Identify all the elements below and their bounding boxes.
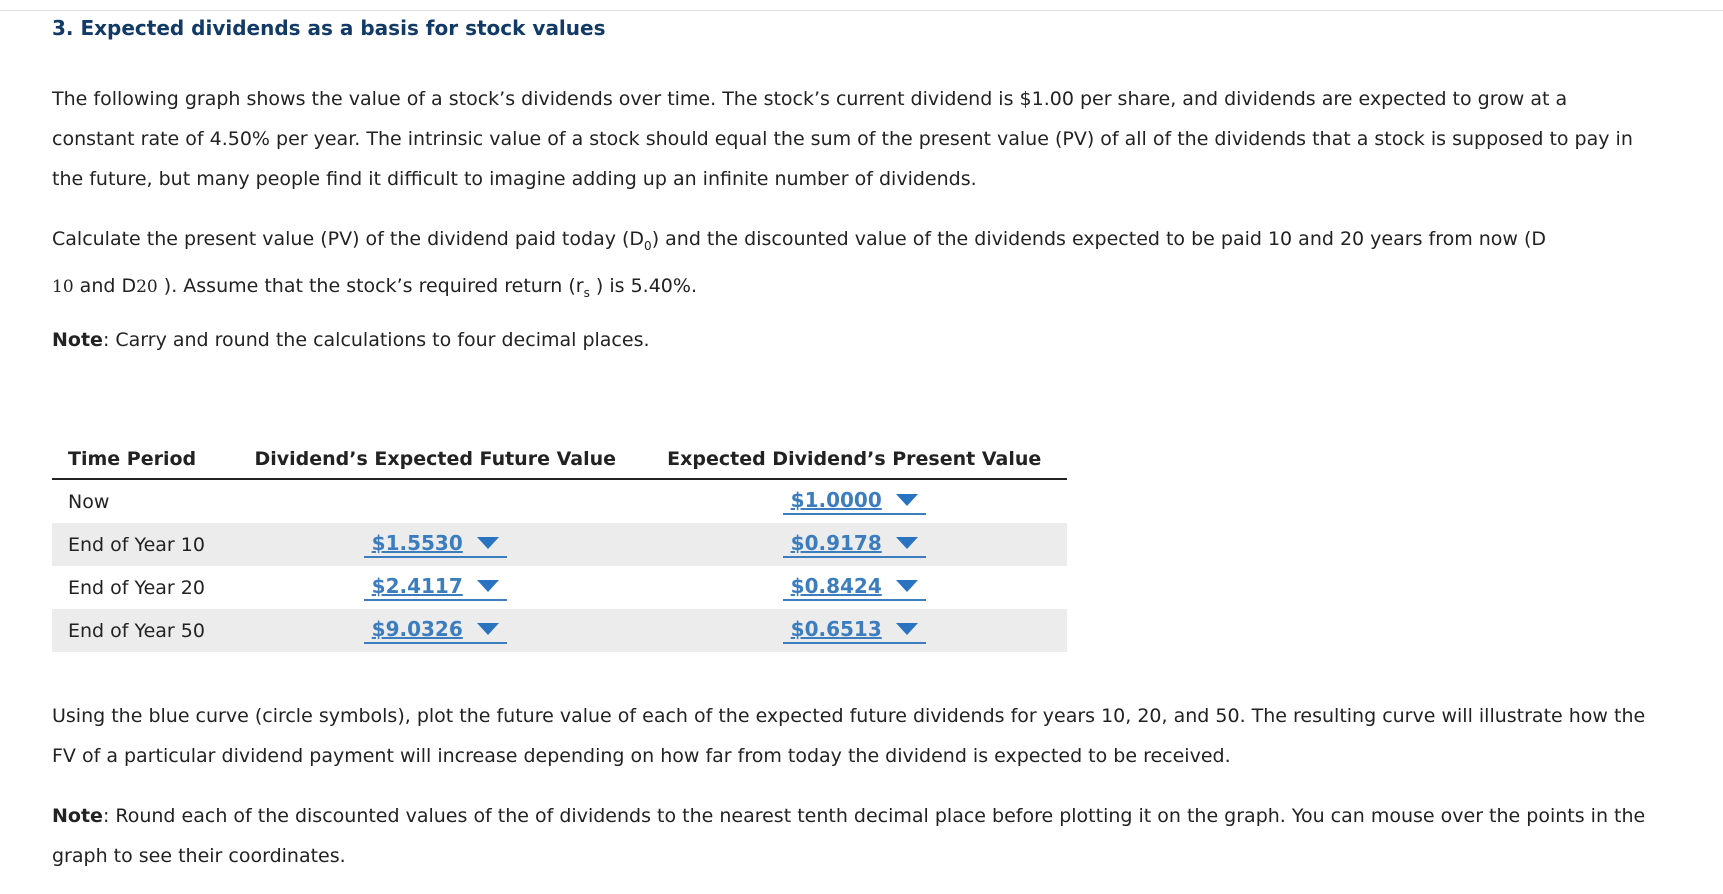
caret-down-icon (477, 623, 499, 635)
note-text: : Carry and round the calculations to four decimal places. (102, 329, 650, 351)
calc-text-5: ) is 5.40%. (589, 274, 697, 297)
dropdown-value: $0.9178 (790, 531, 882, 555)
top-divider (0, 10, 1723, 11)
dropdown-value: $1.5530 (371, 531, 463, 555)
pv-cell (641, 609, 1067, 652)
header-present-value: Expected Dividend’s Present Value (641, 442, 1067, 479)
fv-year-10-dropdown[interactable] (364, 531, 507, 558)
period-cell: End of Year 50 (52, 609, 229, 652)
rs-subscript: s (583, 285, 590, 300)
dropdown-value: $2.4117 (371, 574, 463, 598)
period-cell: End of Year 10 (52, 523, 229, 566)
pv-cell (641, 523, 1067, 566)
pv-year-10-dropdown[interactable] (783, 531, 926, 558)
dropdown-value: $0.8424 (790, 574, 882, 598)
calc-text-4: ). Assume that the stock’s required return (r (157, 274, 584, 297)
pv-now-dropdown[interactable] (783, 488, 926, 515)
note-text: : Round each of the discounted values of the of dividends to the nearest tenth decimal place before plotting it on the graph. You can mouse over the points in the graph to see their coordinates. (52, 805, 1646, 867)
calc-text-1: Calculate the present value (PV) of the dividend paid today (D (52, 228, 645, 250)
fv-cell (229, 609, 641, 652)
fv-cell (229, 566, 641, 609)
d0-subscript: 0 (644, 238, 652, 253)
pv-year-50-dropdown[interactable] (783, 617, 926, 644)
note-label: Note (52, 805, 103, 827)
dropdown-value: $1.0000 (790, 488, 882, 512)
caret-down-icon (477, 580, 499, 592)
note-label: Note (52, 329, 103, 351)
question-title: 3. Expected dividends as a basis for stock values (52, 16, 606, 40)
caret-down-icon (896, 623, 918, 635)
dropdown-value: $0.6513 (790, 617, 882, 641)
table-row-year-10 (52, 523, 1067, 566)
table-row-year-50 (52, 609, 1067, 652)
pv-cell (641, 566, 1067, 609)
pv-year-20-dropdown[interactable] (783, 574, 926, 601)
caret-down-icon (896, 494, 918, 506)
caret-down-icon (477, 537, 499, 549)
header-future-value: Dividend’s Expected Future Value (229, 442, 641, 479)
period-cell: Now (68, 490, 110, 513)
d10-subscript: 10 (52, 276, 74, 297)
calc-text-2: ) and the discounted value of the dividends expected to be paid 10 and 20 years from now (D (651, 228, 1547, 250)
caret-down-icon (896, 580, 918, 592)
fv-cell (229, 523, 641, 566)
fv-cell-empty (229, 479, 641, 523)
plot-rounding-note (52, 796, 1652, 876)
intro-paragraph: The following graph shows the value of a stock’s dividends over time. The stock’s current dividend is $1.00 per share, and dividends are expected to grow at a constant rate of 4.50% per year. The intrinsic value of a stock should equal the sum of the present value (PV) of all of the dividends that a stock is supposed to pay in the future, but many people find it difficult to imagine adding up an infinite number of dividends. (52, 88, 1633, 190)
period-cell: End of Year 20 (68, 576, 205, 599)
d20-subscript: 20 (136, 276, 158, 297)
dropdown-value: $9.0326 (371, 617, 463, 641)
fv-year-20-dropdown[interactable] (364, 574, 507, 601)
table-row-year-20 (52, 566, 1067, 609)
rounding-note (52, 320, 1652, 360)
table-header-row (52, 442, 1067, 479)
header-time-period: Time Period (52, 442, 229, 479)
caret-down-icon (896, 537, 918, 549)
calculation-instructions (52, 219, 1652, 313)
plot-instructions: Using the blue curve (circle symbols), plot the future value of each of the expected future dividends for years 10, 20, and 50. The resulting curve will illustrate how the FV of a particular dividend payment will increase depending on how far from today the dividend is expected to be received. (52, 705, 1646, 767)
table-row-now (52, 479, 1067, 523)
dividend-value-table (52, 442, 1067, 652)
pv-cell (641, 479, 1067, 523)
fv-year-50-dropdown[interactable] (364, 617, 507, 644)
calc-text-3: and D (73, 274, 137, 297)
